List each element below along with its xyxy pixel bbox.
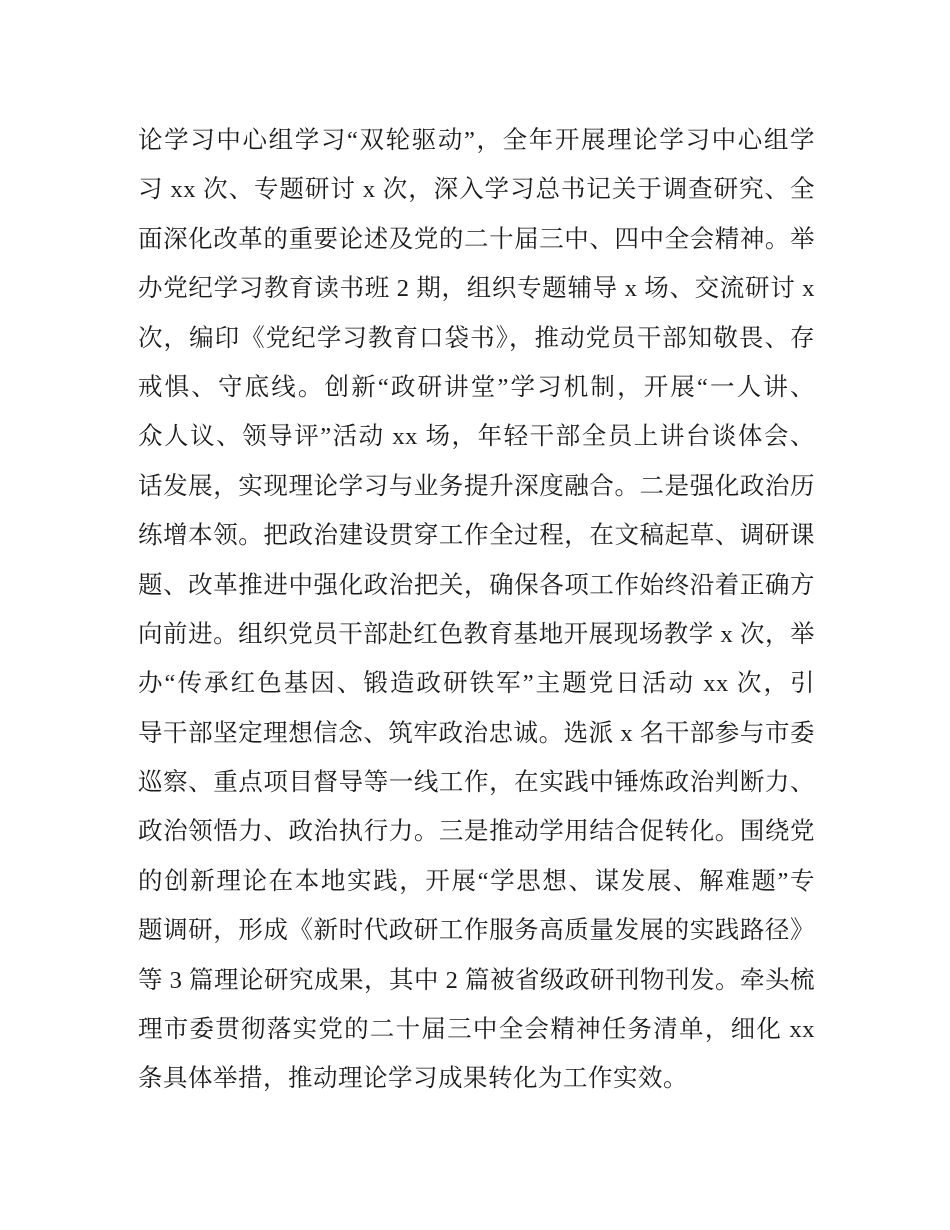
paragraph-line: 办“传承红色基因、锻造政研铁军”主题党日活动 xx 次，引 [138, 670, 815, 698]
paragraph-line: 题调研，形成《新时代政研工作服务高质量发展的实践路径》 [138, 917, 815, 945]
paragraph-line: 戒惧、守底线。创新“政研讲堂”学习机制，开展“一人讲、 [138, 373, 815, 401]
paragraph-line: 导干部坚定理想信念、筑牢政治忠诚。选派 x 名干部参与市委 [138, 719, 815, 747]
paragraph-line: 面深化改革的重要论述及党的二十届三中、四中全会精神。举 [138, 225, 815, 253]
paragraph-line: 巡察、重点项目督导等一线工作，在实践中锤炼政治判断力、 [138, 769, 815, 797]
paragraph-line: 习 xx 次、专题研讨 x 次，深入学习总书记关于调查研究、全 [138, 176, 815, 204]
paragraph-line: 次，编印《党纪学习教育口袋书》，推动党员干部知敬畏、存 [138, 324, 815, 352]
paragraph-line: 练增本领。把政治建设贯穿工作全过程，在文稿起草、调研课 [138, 522, 815, 550]
paragraph-line: 众人议、领导评”活动 xx 场，年轻干部全员上讲台谈体会、 [138, 423, 815, 451]
paragraph-line: 向前进。组织党员干部赴红色教育基地开展现场教学 x 次，举 [138, 620, 815, 648]
paragraph-line: 的创新理论在本地实践，开展“学思想、谋发展、解难题”专 [138, 867, 815, 895]
paragraph-line: 办党纪学习教育读书班 2 期，组织专题辅导 x 场、交流研讨 x [138, 275, 815, 303]
paragraph-line: 题、改革推进中强化政治把关，确保各项工作始终沿着正确方 [138, 571, 815, 599]
paragraph-line: 等 3 篇理论研究成果，其中 2 篇被省级政研刊物刊发。牵头梳 [138, 966, 815, 994]
paragraph-line: 条具体举措，推动理论学习成果转化为工作实效。 [138, 1065, 688, 1093]
paragraph-line: 政治领悟力、政治执行力。三是推动学用结合促转化。围绕党 [138, 818, 815, 846]
paragraph-line: 理市委贯彻落实党的二十届三中全会精神任务清单，细化 xx [138, 1016, 815, 1044]
paragraph-line: 论学习中心组学习“双轮驱动”，全年开展理论学习中心组学 [138, 127, 815, 154]
paragraph-block [138, 116, 815, 1104]
paragraph-line: 话发展，实现理论学习与业务提升深度融合。二是强化政治历 [138, 472, 815, 500]
